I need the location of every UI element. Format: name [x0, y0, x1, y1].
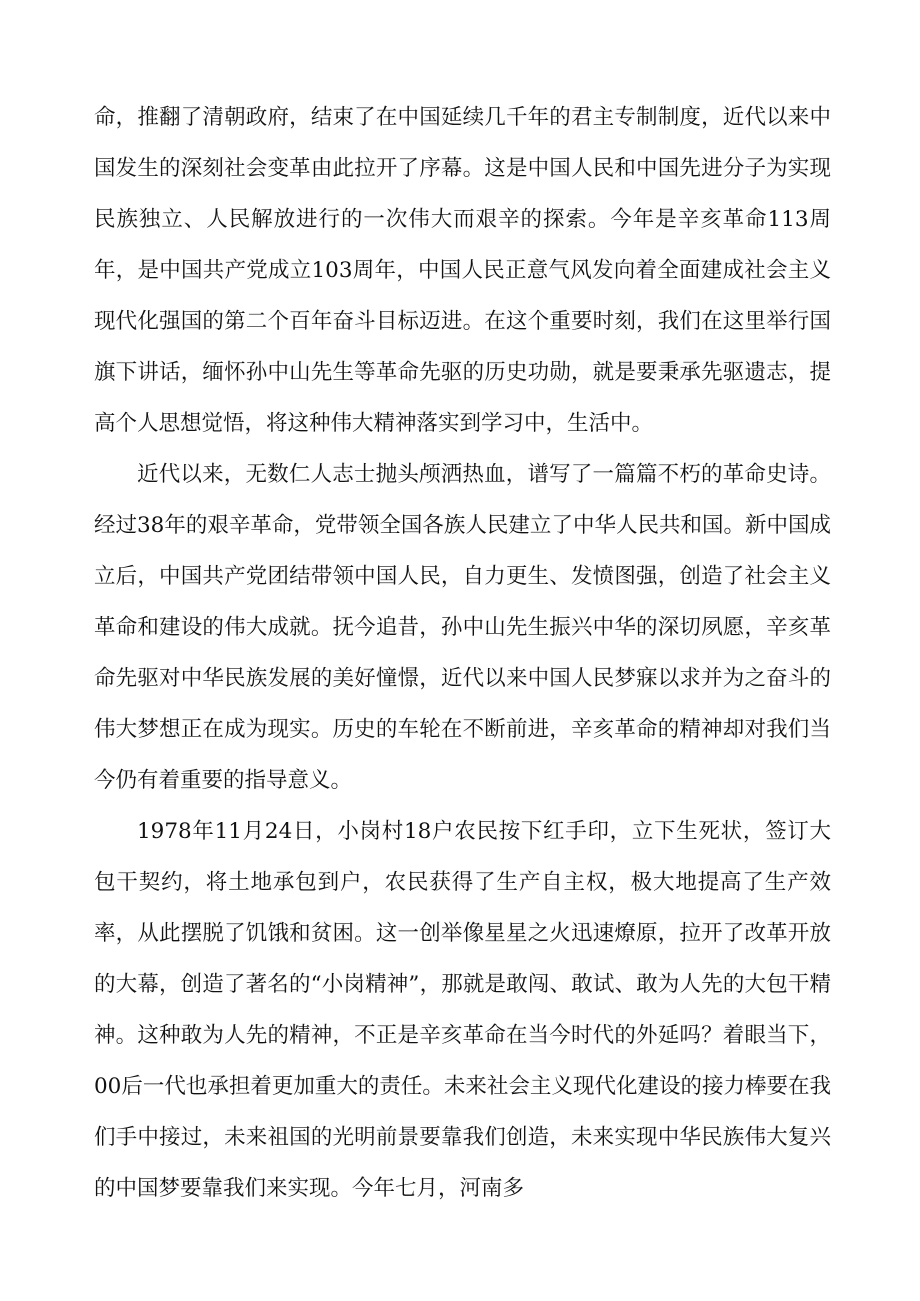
document-body [94, 92, 831, 1214]
paragraph-modern-history: 近代以来，无数仁人志士抛头颅洒热血，谱写了一篇篇不朽的革命史诗。经过38年的艰辛革命，党带领全国各族人民建立了中华人民共和国。新中国成立后，中国共产党团结带领中国人民，自力更生、发愤图强，创造了社会主义革命和建设的伟大成就。抚今追昔，孙中山先生振兴中华的深切夙愿，辛亥革命先驱对中华民族发展的美好憧憬，近代以来中国人民梦寐以求并为之奋斗的伟大梦想正在成为现实。历史的车轮在不断前进，辛亥革命的精神却对我们当今仍有着重要的指导意义。 [94, 462, 831, 793]
paragraph-continuation: 命，推翻了清朝政府，结束了在中国延续几千年的君主专制制度，近代以来中国发生的深刻社会变革由此拉开了序幕。这是中国人民和中国先进分子为实现民族独立、人民解放进行的一次伟大而艰辛的探索。今年是辛亥革命113周年，是中国共产党成立103周年，中国人民正意气风发向着全面建成社会主义现代化强国的第二个百年奋斗目标迈进。在这个重要时刻，我们在这里举行国旗下讲话，缅怀孙中山先生等革命先驱的历史功勋，就是要秉承先驱遗志，提高个人思想觉悟，将这种伟大精神落实到学习中，生活中。 [94, 105, 831, 436]
paragraph-xiaogang-spirit: 1978年11月24日，小岗村18户农民按下红手印，立下生死状，签订大包干契约，将土地承包到户，农民获得了生产自主权，极大地提高了生产效率，从此摆脱了饥饿和贫困。这一创举像星星之火迅速燎原，拉开了改革开放的大幕，创造了著名的“小岗精神”，那就是敢闯、敢试、敢为人先的大包干精神。这种敢为人先的精神，不正是辛亥革命在当今时代的外延吗？着眼当下，00后一代也承担着更加重大的责任。未来社会主义现代化建设的接力棒要在我们手中接过，未来祖国的光明前景要靠我们创造，未来实现中华民族伟大复兴的中国梦要靠我们来实现。今年七月，河南多 [94, 819, 831, 1201]
